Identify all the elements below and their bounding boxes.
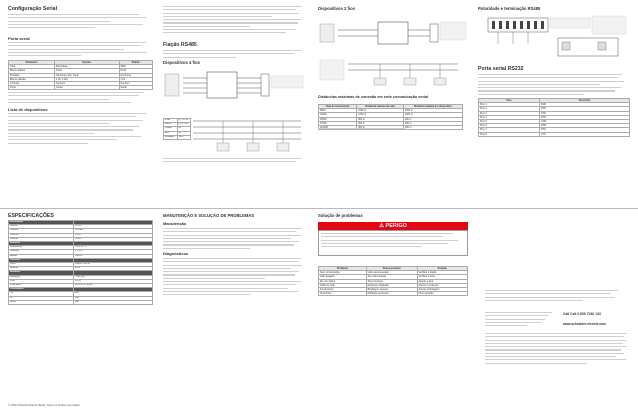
four-wire-diagram-top xyxy=(163,68,308,113)
table-cell: Pino 1 xyxy=(479,103,540,107)
table-cell: Pino 8 xyxy=(479,132,540,136)
troubleshooting-table xyxy=(318,266,468,296)
table-cell: 2000 m xyxy=(73,254,152,258)
table-cell: DSR xyxy=(539,124,629,128)
table-cell: Pino 2 xyxy=(479,107,540,111)
table-cell: 600 m xyxy=(357,121,404,125)
table-cell: Isolação xyxy=(9,237,74,241)
table-cell: 2,4 W xyxy=(73,233,152,237)
maintenance-subtitle: Manutenção xyxy=(163,221,187,226)
table-cell: 1200 m xyxy=(357,113,404,117)
table-cell: 1 bit, 2 bits xyxy=(55,77,119,81)
table-cell: 1200 m xyxy=(403,109,462,113)
contact-website[interactable]: www.schneider-electric.com xyxy=(563,322,606,326)
table-cell: 9600 xyxy=(319,109,357,113)
table-row xyxy=(9,86,153,90)
table-cell: DCD xyxy=(539,103,629,107)
table-cell: Verificar a fonte xyxy=(417,275,467,279)
diagnostics-text xyxy=(163,258,308,297)
dip-switch-diagram xyxy=(478,14,628,60)
maintenance-title: MANUTENÇÃO E SOLUÇÃO DE PROBLEMAS xyxy=(163,213,255,218)
table-cell: 1 bit xyxy=(119,77,152,81)
th-pino: Pino xyxy=(479,99,540,103)
table-cell: 1500 V xyxy=(73,237,152,241)
table-cell: DTR xyxy=(539,115,629,119)
table-cell: Porta xyxy=(9,86,55,90)
table-cell: Taxa xyxy=(9,65,55,69)
table-cell: Taxa incorreta xyxy=(366,279,417,283)
table-cell: Trilho DIN xyxy=(73,275,152,279)
table-cell: 600 m xyxy=(357,117,404,121)
table-cell: Umidade xyxy=(9,250,74,254)
table-cell: LED apagado xyxy=(319,275,367,279)
section-divider xyxy=(0,208,638,209)
porta-text xyxy=(8,42,153,58)
table-cell: Dimensões xyxy=(9,284,74,288)
table-row xyxy=(164,135,191,139)
serial-config-title: Configuração Serial xyxy=(8,6,58,12)
table-cell: Usar repetidor xyxy=(417,292,467,296)
table-cell: Ambiente xyxy=(9,242,74,246)
table-row xyxy=(479,132,630,136)
th-solucao: Solução xyxy=(417,267,467,271)
table-cell: Blindagem xyxy=(164,135,178,139)
table-cell: Serial xyxy=(55,86,119,90)
table-cell: Bits de parada xyxy=(9,77,55,81)
table-cell: Endereço duplicado xyxy=(366,283,417,287)
table-cell: Serial xyxy=(119,86,152,90)
table-cell: 38400 xyxy=(319,117,357,121)
th-taxa: Taxa de transmissão xyxy=(319,105,357,109)
company-address xyxy=(485,312,555,328)
table-cell: Altitude xyxy=(9,254,74,258)
table-cell: Pino 3 xyxy=(479,111,540,115)
table-cell: 19200 xyxy=(319,113,357,117)
device-list-text xyxy=(8,113,153,146)
th-dist-disp: Distância máxima por dispositivo xyxy=(403,105,462,109)
table-cell: CTS xyxy=(539,132,629,136)
table-cell: RTS xyxy=(539,128,629,132)
table-cell: Sem alimentação xyxy=(366,275,417,279)
table-cell: TXD xyxy=(539,111,629,115)
diagnostics-subtitle: Diagnósticos xyxy=(163,251,189,256)
table-cell: Verde xyxy=(164,119,178,123)
specs-title: ESPECIFICAÇÕES xyxy=(8,213,54,219)
table-cell: Falha de rede xyxy=(319,283,367,287)
table-cell: RS485 / RS232 xyxy=(73,263,152,267)
th-opcoes: Opções xyxy=(55,61,119,65)
table-cell: Mecânico xyxy=(9,271,74,275)
table-cell: Pino 4 xyxy=(479,115,540,119)
table-cell: 100 mA xyxy=(73,229,152,233)
table-cell: Sim xyxy=(73,300,152,304)
table-cell: 150 g xyxy=(73,279,152,283)
table-cell: 600 m xyxy=(403,121,462,125)
table-cell: Cabo desconectado xyxy=(366,271,417,275)
table-cell: Conexões xyxy=(9,258,74,262)
table-cell: 5 a 95 % xyxy=(73,250,152,254)
maintenance-text xyxy=(163,228,308,251)
porta-serial-title: Porta serial xyxy=(8,36,30,41)
branches-text xyxy=(485,333,630,366)
table-cell: Alterar o endereço xyxy=(417,283,467,287)
table-cell: (+) Tx / Rx xyxy=(177,119,190,123)
table-cell: -20 a 70 °C xyxy=(73,246,152,250)
table-cell: Laranja xyxy=(164,127,178,131)
table-cell: Serial xyxy=(9,263,74,267)
table-cell: Sim xyxy=(73,296,152,300)
table-cell: (-) Tx / Rx xyxy=(177,123,190,127)
polaridade-title: Polaridade e terminação RS485 xyxy=(478,6,541,11)
table-row xyxy=(319,292,468,296)
distance-note xyxy=(318,128,463,131)
table-cell: CE xyxy=(9,292,74,296)
rs232-title: Porta serial RS232 xyxy=(478,66,524,72)
rs232-pin-table xyxy=(478,98,630,137)
col2-bullets xyxy=(163,6,308,36)
table-cell: Nenhum xyxy=(119,82,152,86)
table-notes xyxy=(8,92,153,105)
table-cell: Aterrar a blindagem xyxy=(417,288,467,292)
table-cell: RXD xyxy=(539,107,629,111)
distance-table xyxy=(318,104,463,130)
danger-text-box xyxy=(318,230,468,256)
table-cell: 8 bits xyxy=(55,69,119,73)
th-descricao: Descrição xyxy=(539,99,629,103)
table-cell: Controle xyxy=(9,82,55,86)
two-wire-diagram-bus xyxy=(318,56,468,88)
table-cell: Ethernet xyxy=(9,267,74,271)
table-cell: Temperatura xyxy=(9,246,74,250)
table-cell: Bits de Dados xyxy=(9,69,55,73)
table-cell: Tensão xyxy=(9,225,74,229)
table-cell: Sem comunicação xyxy=(319,271,367,275)
table-cell: Terra xyxy=(177,135,190,139)
table-cell: Sim xyxy=(73,292,152,296)
danger-banner xyxy=(318,222,468,230)
dispositivos-2fios-title: Dispositivos 2 fios xyxy=(318,6,355,11)
table-cell: Azul xyxy=(164,131,178,135)
table-cell: 600 m xyxy=(403,117,462,121)
table-cell: Rx xyxy=(177,131,190,135)
table-cell: 1200 m xyxy=(403,113,462,117)
table-cell: 300 m xyxy=(403,126,462,130)
table-cell: Nenhuma xyxy=(119,73,152,77)
th-padrao: Padrão xyxy=(119,61,152,65)
table-cell: 9600 xyxy=(119,65,152,69)
table-cell: Paridade xyxy=(9,73,55,77)
distancias-title: Distâncias máximas de conexão em rede comunicação serial xyxy=(318,95,429,99)
fiacao-text xyxy=(163,50,308,60)
warning-icon: ⚠ xyxy=(379,223,384,229)
table-cell: Baud Rate xyxy=(55,65,119,69)
th-dist-rede: Distância máxima da rede xyxy=(357,105,404,109)
table-cell: Interferência xyxy=(319,288,367,292)
fiacao-rs485-title: Fiação RS485 xyxy=(163,42,197,48)
wire-color-table xyxy=(163,118,191,140)
table-cell: Rx xyxy=(177,127,190,131)
table-cell: Pino 7 xyxy=(479,128,540,132)
two-wire-diagram-top xyxy=(318,14,468,54)
table-cell: GND xyxy=(539,120,629,124)
table-cell: 8 bits xyxy=(119,69,152,73)
table-cell: RJ45 xyxy=(73,267,152,271)
copyright: © 2009 Schneider Electric Brasil. Todos os direitos reservados. xyxy=(8,404,81,407)
table-cell: Pino 6 xyxy=(479,124,540,128)
table-cell: Peso xyxy=(9,279,74,283)
device-list-title: Lista de dispositivos xyxy=(8,107,48,112)
intro-text xyxy=(8,14,153,30)
table-cell: 100 x 35 x 75 mm xyxy=(73,284,152,288)
table-cell: 57600 xyxy=(319,121,357,125)
rs232-text xyxy=(478,74,630,97)
table-cell: Potência xyxy=(9,233,74,237)
table-cell: 24 Vcc xyxy=(73,225,152,229)
table-cell: Verificar a fiação xyxy=(417,271,467,275)
side-notes xyxy=(485,290,625,303)
table-cell: Alimentação xyxy=(9,221,74,225)
danger-label: PERIGO xyxy=(385,223,407,229)
table-cell: Pino 5 xyxy=(479,120,540,124)
specs-table xyxy=(8,220,153,305)
dispositivos-4fios-title: Dispositivos 4 fios xyxy=(163,60,200,65)
table-cell: Distância excessiva xyxy=(366,292,417,296)
serial-params-table xyxy=(8,60,153,90)
col2-note xyxy=(163,158,308,165)
table-cell: 1200 m xyxy=(357,109,404,113)
th-param: Parâmetro xyxy=(9,61,55,65)
contact-phone: Call Cell 0 800 7240 133 xyxy=(563,312,601,316)
table-cell: Nenhuma, Par, Ímpar xyxy=(55,73,119,77)
th-problema: Problema xyxy=(319,267,367,271)
troubleshooting-title: Solução de problemas xyxy=(318,213,363,218)
table-cell: Erro de dados xyxy=(319,279,367,283)
table-cell: UL xyxy=(9,296,74,300)
table-cell: Certificações xyxy=(9,288,74,292)
table-cell: Nenhum xyxy=(55,82,119,86)
table-row xyxy=(9,300,153,304)
table-cell: Branco xyxy=(164,123,178,127)
table-cell: Sinal fraco xyxy=(319,292,367,296)
table-cell: Ajustar a taxa xyxy=(417,279,467,283)
table-cell: Blindagem ausente xyxy=(366,288,417,292)
table-cell: Corrente xyxy=(9,229,74,233)
th-causa: Causa provável xyxy=(366,267,417,271)
table-cell: Montagem xyxy=(9,275,74,279)
table-cell: RoHS xyxy=(9,300,74,304)
